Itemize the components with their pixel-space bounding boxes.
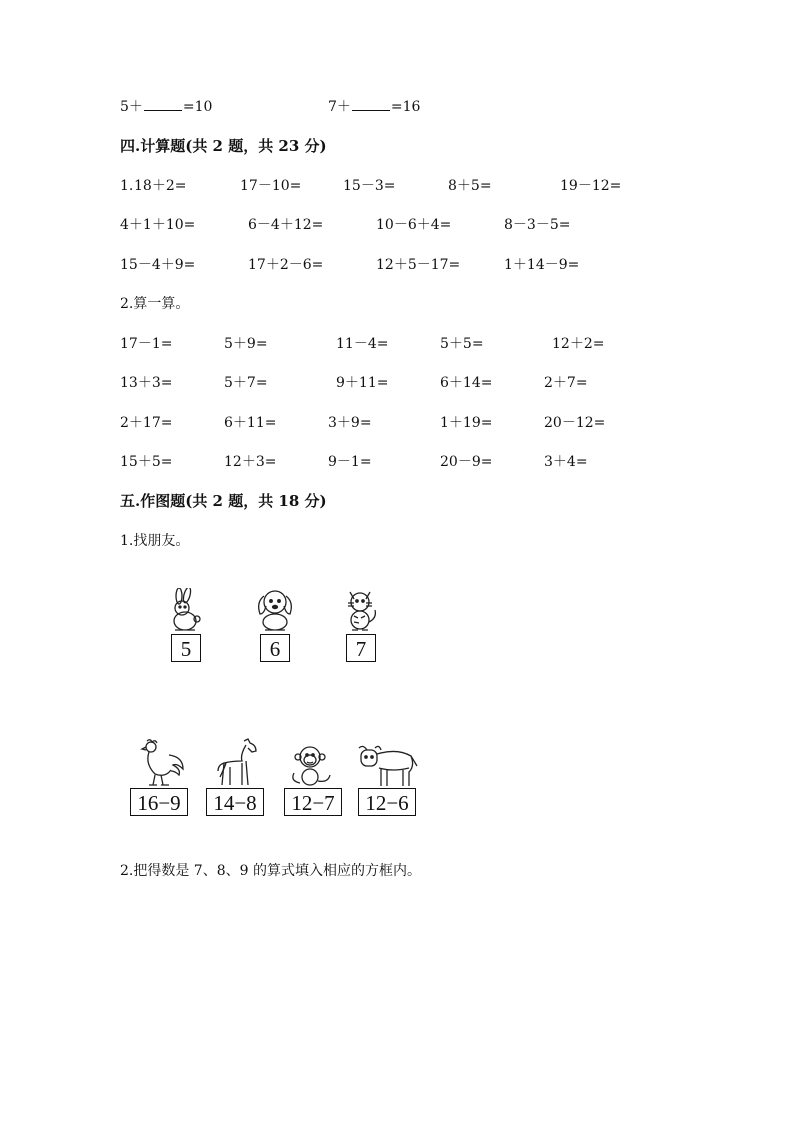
calc-item: 18＋2= (134, 178, 187, 194)
rabbit-icon (165, 588, 205, 632)
calc-item: 3＋4= (544, 454, 588, 470)
calc-item: 12＋3= (224, 454, 277, 470)
calc-item: 20－12= (544, 415, 606, 431)
cow-icon (355, 742, 419, 788)
calc-item: 20－9= (440, 454, 493, 470)
calc-item: 10－6＋4= (376, 217, 452, 233)
expression-box[interactable]: 16−9 (130, 788, 188, 816)
calc-item: 12＋5－17= (376, 257, 461, 273)
number-box[interactable]: 5 (171, 634, 201, 662)
calc-item: 1＋19= (440, 415, 493, 431)
fill-blank-2: 7＋ =16 (328, 99, 421, 115)
fill-blank-1: 5＋ =10 (120, 99, 213, 115)
calc-item: 11－4= (336, 336, 389, 352)
calc-item: 9－1= (328, 454, 372, 470)
expression-box[interactable]: 12−6 (358, 788, 416, 816)
calc-item: 4＋1＋10= (120, 217, 196, 233)
calc-item: 1＋14－9= (504, 257, 580, 273)
calc-item: 6＋14= (440, 375, 493, 391)
answer-blank[interactable] (352, 97, 390, 111)
calc-item: 13＋3= (120, 375, 173, 391)
calc-item: 17＋2－6= (248, 257, 324, 273)
find-friends-title: 1.找朋友。 (120, 533, 190, 549)
calc-item: 19－12= (560, 178, 622, 194)
calc-item: 17－1= (120, 336, 173, 352)
calc-item: 6－4＋12= (248, 217, 324, 233)
answer-blank[interactable] (144, 97, 182, 111)
number-box[interactable]: 7 (346, 634, 376, 662)
calc-item: 5＋7= (224, 375, 268, 391)
calc-item: 9＋11= (336, 375, 389, 391)
dog-icon (253, 586, 297, 632)
section-5-title: 五.作图题(共 2 题，共 18 分) (120, 492, 327, 510)
calc-item: 15＋5= (120, 454, 173, 470)
calc-item: 15－3= (343, 178, 396, 194)
calc-item: 2＋7= (544, 375, 588, 391)
expression-box[interactable]: 12−7 (284, 788, 342, 816)
q1-label: 1. (120, 178, 134, 194)
expression-box[interactable]: 14−8 (206, 788, 264, 816)
q2-title: 2.算一算。 (120, 296, 190, 312)
monkey-icon (288, 743, 334, 789)
calc-item: 8＋5= (448, 178, 492, 194)
fill-boxes-title: 2.把得数是 7、8、9 的算式填入相应的方框内。 (120, 863, 421, 879)
section-4-title: 四.计算题(共 2 题，共 23 分) (120, 137, 327, 155)
calc-item: 12＋2= (552, 336, 605, 352)
calc-item: 2＋17= (120, 415, 173, 431)
horse-icon (214, 737, 262, 789)
calc-item: 15－4＋9= (120, 257, 196, 273)
cat-icon (338, 586, 382, 632)
number-box[interactable]: 6 (260, 634, 290, 662)
rooster-icon (135, 737, 187, 789)
calc-item: 3＋9= (328, 415, 372, 431)
calc-item: 5＋9= (224, 336, 268, 352)
calc-item: 8－3－5= (504, 217, 571, 233)
calc-item: 5＋5= (440, 336, 484, 352)
calc-item: 17－10= (240, 178, 302, 194)
calc-item: 6＋11= (224, 415, 277, 431)
